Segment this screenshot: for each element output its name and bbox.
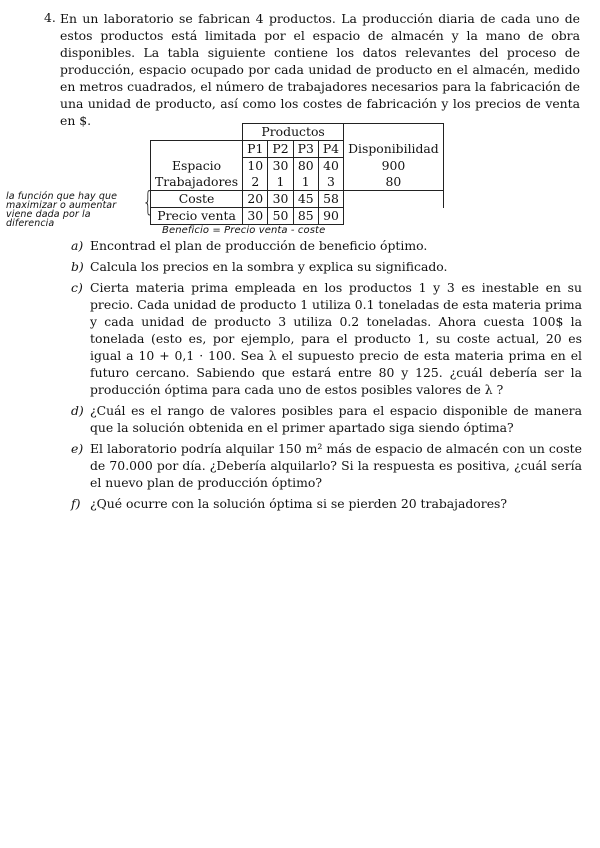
cell-espacio-p1: 10: [243, 158, 268, 175]
cell-coste-p3: 45: [293, 191, 318, 208]
subquestion-text: Cierta materia prima empleada en los productos 1 y 3 es inestable en su precio. Cada unidad de producto 1 utiliza 0.1 toneladas de esta materia prima y cada unidad de producto 3 utiliza 0.2 toneladas. Ahora cuesta 100$ la tonelada (esto es, por ejemplo, para el producto 1, su coste actual, 20 es igual a 10 + 0,1 · 100. Sea λ el supuesto precio de esta materia prima en el futuro cercano. Sabiendo que estará entre 80 y 125. ¿cuál debería ser la producción óptima para cada uno de estos posibles valores de λ ?: [90, 280, 582, 397]
row-label-coste: Coste: [151, 191, 243, 208]
handwritten-benefit-note: Beneficio = Precio venta - coste: [162, 225, 326, 236]
subquestion-text: ¿Cuál es el rango de valores posibles para el espacio disponible de manera que la solución obtenida en el primer apartado siga siendo óptima?: [90, 403, 582, 435]
subquestion-d: [62, 402, 582, 436]
product-header-p1: P1: [243, 141, 268, 158]
cell-coste-p2: 30: [268, 191, 293, 208]
cell-trabajadores-p2: 1: [268, 174, 293, 191]
cell-precio-p2: 50: [268, 208, 293, 225]
cell-coste-p1: 20: [243, 191, 268, 208]
cell-precio-p3: 85: [293, 208, 318, 225]
subquestion-label: b): [71, 259, 84, 274]
cell-trabajadores-availability: 80: [344, 174, 444, 191]
table-header-spacer: [344, 124, 444, 141]
subquestion-text: ¿Qué ocurre con la solución óptima si se pierden 20 trabajadores?: [90, 496, 508, 511]
subquestion-a: [62, 237, 582, 254]
subquestion-label: f): [71, 496, 81, 511]
subquestion-text: Encontrad el plan de producción de beneficio óptimo.: [90, 238, 428, 253]
subquestion-label: c): [71, 280, 83, 295]
subquestion-list: [62, 237, 582, 516]
table-empty-corner: [151, 124, 243, 141]
subquestion-text: El laboratorio podría alquilar 150 m² más de espacio de almacén con un coste de 70.000 por día. ¿Debería alquilarlo? Si la respuesta es positiva, ¿cuál sería el nuevo plan de producción óptimo?: [90, 441, 582, 490]
cell-precio-availability: [344, 208, 444, 225]
subquestion-e: [62, 440, 582, 491]
cell-trabajadores-p3: 1: [293, 174, 318, 191]
production-table: [150, 123, 444, 225]
row-label-precio-venta: Precio venta: [151, 208, 243, 225]
cell-trabajadores-p4: 3: [318, 174, 343, 191]
cell-espacio-availability: 900: [344, 158, 444, 175]
cell-precio-p1: 30: [243, 208, 268, 225]
handwritten-left-note: la función que hay que maximizar o aumentar viene dada por la diferencia: [6, 191, 118, 229]
products-header: Productos: [243, 124, 344, 141]
subquestion-text: Calcula los precios en la sombra y explica su significado.: [90, 259, 448, 274]
row-label-espacio: Espacio: [151, 158, 243, 175]
question-statement: En un laboratorio se fabrican 4 productos. La producción diaria de cada uno de estos productos está limitada por el espacio de almacén y la mano de obra disponibles. La tabla siguiente contiene los datos relevantes del proceso de producción, espacio ocupado por cada unidad de producto en el almacén, medido en metros cuadrados, el número de trabajadores necesarios para la fabricación de una unidad de producto, así como los costes de fabricación y los precios de venta en $.: [60, 11, 580, 128]
product-header-p3: P3: [293, 141, 318, 158]
cell-trabajadores-p1: 2: [243, 174, 268, 191]
subquestion-label: d): [71, 403, 84, 418]
cell-espacio-p3: 80: [293, 158, 318, 175]
cell-precio-p4: 90: [318, 208, 343, 225]
subquestion-f: [62, 495, 582, 512]
product-header-p4: P4: [318, 141, 343, 158]
question-number: 4.: [44, 10, 56, 25]
subquestion-b: [62, 258, 582, 275]
cell-espacio-p4: 40: [318, 158, 343, 175]
cell-espacio-p2: 30: [268, 158, 293, 175]
availability-header: Disponibilidad: [344, 141, 444, 158]
subquestion-c: [62, 279, 582, 398]
row-label-trabajadores: Trabajadores: [151, 174, 243, 191]
cell-coste-availability: [344, 191, 444, 208]
product-header-p2: P2: [268, 141, 293, 158]
curly-brace-mark: {: [142, 185, 154, 218]
table-row-label-blank: [151, 141, 243, 158]
cell-coste-p4: 58: [318, 191, 343, 208]
subquestion-label: a): [71, 238, 84, 253]
subquestion-label: e): [71, 441, 84, 456]
